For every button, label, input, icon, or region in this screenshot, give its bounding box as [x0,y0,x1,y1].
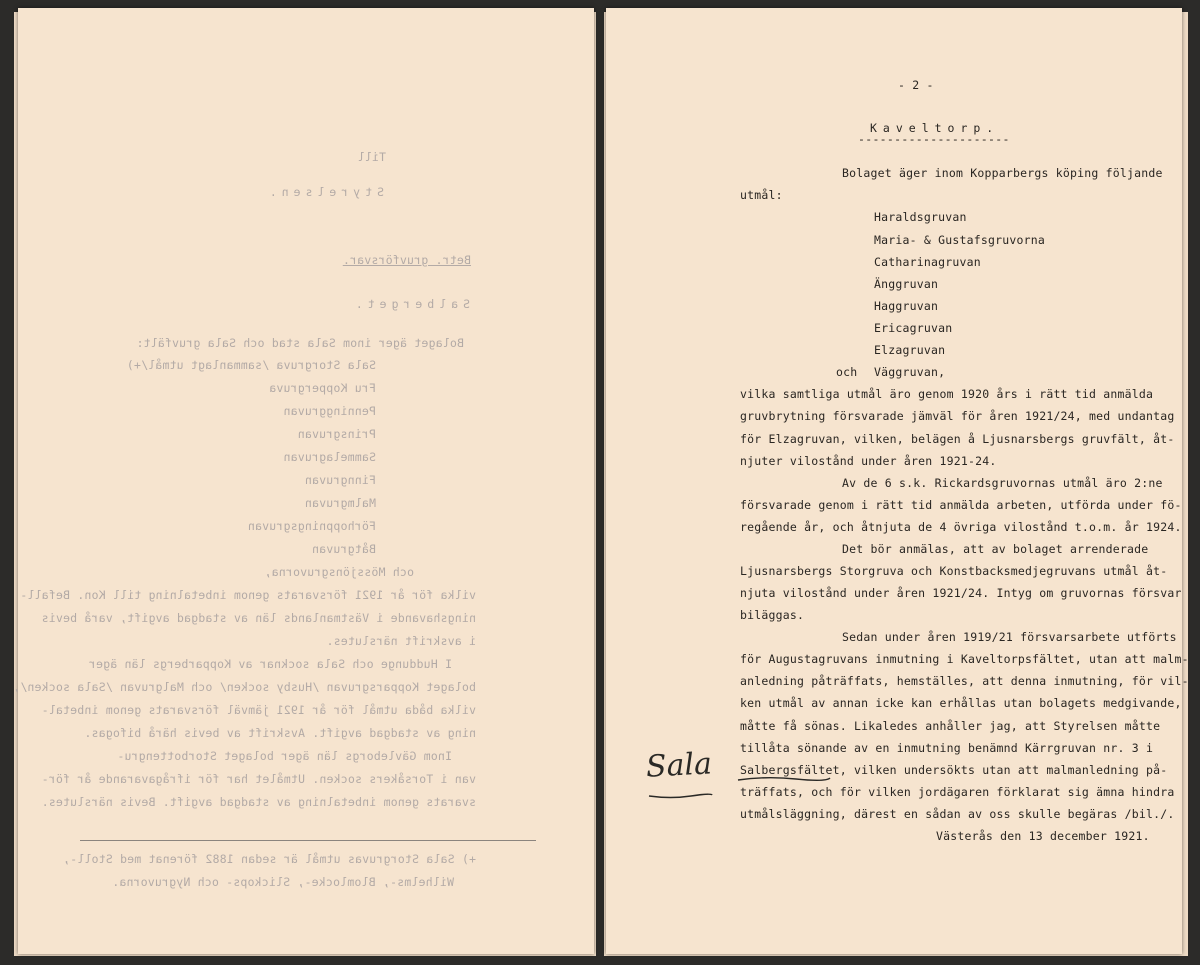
footnote-line: Wilhelms-, Blomlocke-, Slickops- och Nygruvorna. [112,875,454,889]
mine-item: Catharinagruvan [874,255,981,269]
mine-item-prefix: och [836,365,858,379]
paragraph-line: ningshavande i Västmanlands län av stadgad avgift, varå bevis [41,611,476,625]
show-through-text [12,8,594,954]
paragraph-line: anledning påträffats, hemställes, att denna inmutning, för vil- [740,674,1189,688]
paragraph-line: biläggas. [740,608,805,622]
right-page [606,8,1189,954]
paragraph-line: njuta vilostånd under åren 1921/24. Intyg om gruvornas försvar [740,586,1182,600]
paragraph-line: Ljusnarsbergs Storgruva och Konstbacksmedjegruvans utmål åt- [740,564,1168,578]
mine-item: Båtgruvan [311,542,376,556]
footnote-rule [80,840,536,841]
footnote-line: +) Sala Storgruvas utmål är sedan 1882 förenat med Stoll-, [62,852,476,866]
paragraph-line: njuter vilostånd under åren 1921-24. [740,454,997,468]
paragraph-line: tillåta sönande av en inmutning benämnd Kärrgruvan nr. 3 i [740,741,1154,755]
paragraph-line: vilka för år 1921 försvarats genom inbetalning till Kon. Befall- [20,588,476,602]
paragraph-line: träffats, och för vilken jordägaren förklarat sig ämna hindra [740,785,1175,799]
title-underline: --------------------- [858,132,1010,146]
paragraph-line: i avskrift närslutes. [326,634,476,648]
intro-line: Bolaget äger inom Kopparbergs köping följande [842,166,1163,180]
subject-line: Betr. gruvförsvar. [342,253,471,267]
paragraph-line: ning av stadgad avgift. Avskrift av bevis härå bifogas. [84,726,476,740]
intro-line: utmål: [740,188,783,202]
paragraph-line: I Huddunge och Sala socknar av Kopparbergs län äger [88,657,452,671]
paragraph-line: vilka båda utmål för år 1921 jämväl försvarats genom inbetal- [41,703,476,717]
mine-item: Haraldsgruvan [874,210,967,224]
paragraph-line: för Augustagruvans inmutning i Kaveltorpsfältet, utan att malm- [740,652,1189,666]
mine-item: och Mössjönsgruvorna, [264,565,414,579]
page-number: - 2 - [898,78,934,92]
heading-to: Till [357,150,386,164]
mine-item: Finngruvan [304,473,376,487]
mine-item: Väggruvan, [874,365,946,379]
paragraph-line: vilka samtliga utmål äro genom 1920 års i rätt tid anmälda [740,387,1154,401]
mine-item: Penninggruvan [283,404,376,418]
mine-item: Sala Storgruva /sammanlagt utmål/+) [126,358,376,372]
paragraph-line: ken utmål av annan icke kan erhållas utan bolagets medgivande, [740,696,1182,710]
paragraph-line: svarats genom inbetalning av stadgad avgift. Bevis närslutes. [41,795,476,809]
paragraph-line: försvarade genom i rätt tid anmälda arbeten, utförda under fö- [740,498,1182,512]
paragraph-line: regående år, och åtnjuta de 4 övriga vilostånd t.o.m. år 1924. [740,520,1182,534]
margin-note-underline [646,790,716,802]
paragraph-line: bolaget Kopparsgruvan /Husby socken/ och Malgruvan /Sala socken/, [12,680,476,694]
paragraph-line: Det bör anmälas, att av bolaget arrenderade [842,542,1149,556]
paragraph-line: för Elzagruvan, vilken, belägen å Ljusnarsbergs gruvfält, åt- [740,432,1175,446]
paragraph-line: måtte få sönas. Likaledes anhåller jag, att Styrelsen måtte [740,719,1161,733]
paragraph-line: Salbergsfältet, vilken undersökts utan att malmanledning på- [740,763,1168,777]
mine-item: Malmgruvan [304,496,376,510]
mine-item: Sammelagruvan [283,450,376,464]
left-page [12,8,594,954]
section-title: Kaveltorp. [870,121,1000,135]
margin-note: Sala [645,746,713,785]
signoff-line: Västerås den 13 december 1921. [936,829,1150,843]
mine-item: Maria- & Gustafsgruvorna [874,233,1045,247]
mine-item: Haggruvan [874,299,939,313]
paragraph-line: Inom Gävleborgs län äger bolaget Storbottengru- [117,749,452,763]
mine-item: Fru Koppergruva [269,381,376,395]
section-title: Salberget. [350,297,470,311]
paragraph-line: gruvbrytning försvarade jämväl för åren 1921/24, med undantag [740,409,1175,423]
mine-item: Elzagruvan [874,343,946,357]
handwritten-underline [736,774,832,784]
mine-item: Ericagruvan [874,321,953,335]
intro-line: Bolaget äger inom Sala stad och Sala gruvfält: [136,336,464,350]
mine-item: Änggruvan [874,277,939,291]
mine-item: Förhoppningsgruvan [247,519,376,533]
paragraph-line: Av de 6 s.k. Rickardsgruvornas utmål äro 2:ne [842,476,1163,490]
paragraph-line: van i Torsåkers socken. Utmålet har för ifrågavarande år för- [41,772,476,786]
paragraph-line: Sedan under åren 1919/21 försvarsarbete utförts [842,630,1177,644]
mine-item: Prinsgruvan [297,427,376,441]
paragraph-line: utmålsläggning, därest en sådan av oss skulle begäras /bil./. [740,807,1175,821]
heading-styrelsen: Styrelsen. [264,185,384,199]
